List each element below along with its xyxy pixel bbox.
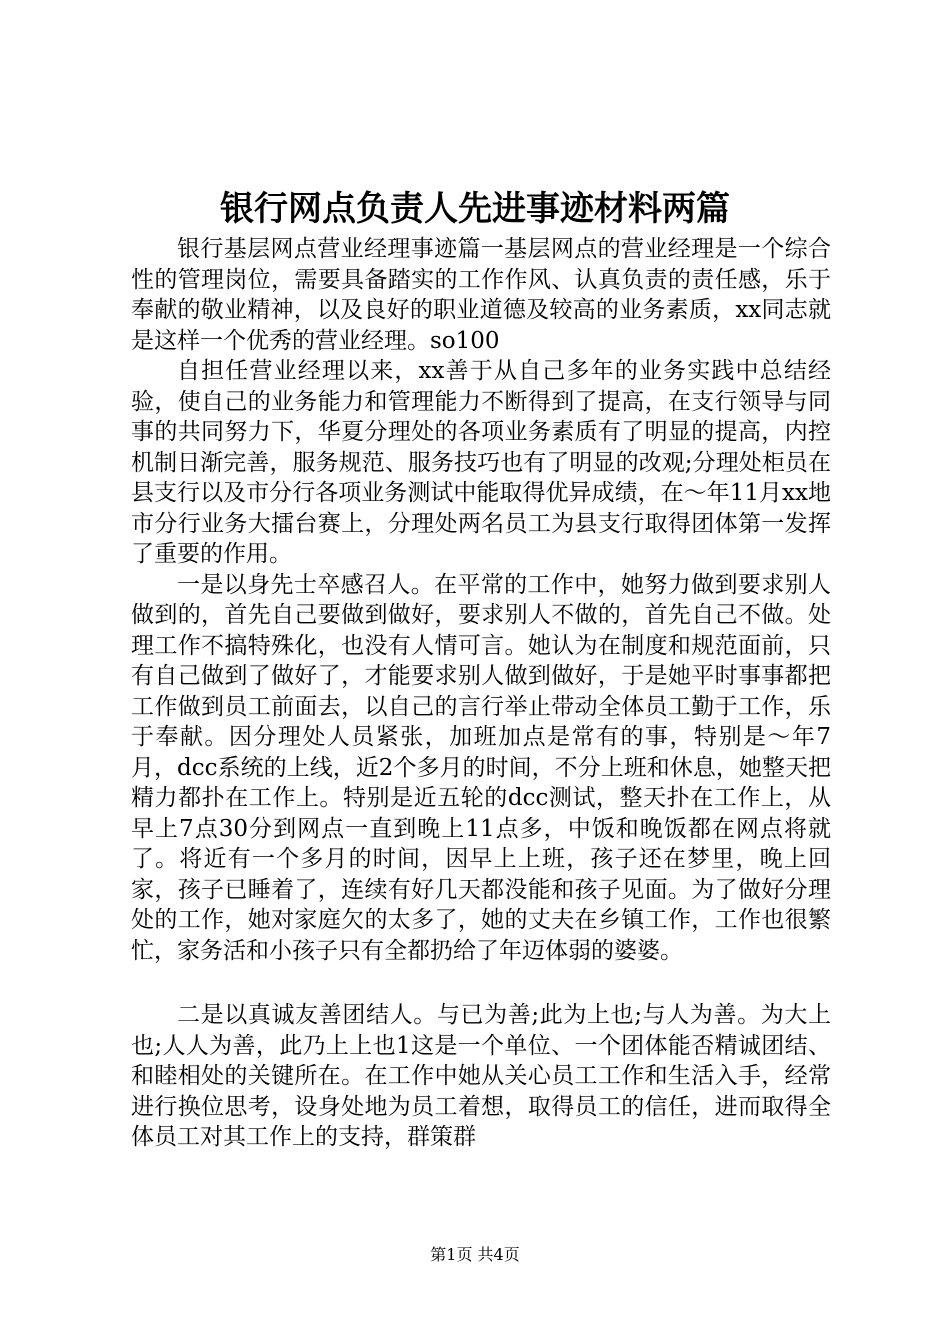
document-body [131,234,831,1153]
paragraph-lead-by-example: 一是以身先士卒感召人。在平常的工作中，她努力做到要求别人做到的，首先自己要做到做好，要求别人不做的，首先自己不做。处理工作不搞特殊化，也没有人情可言。她认为在制度和规范面前，只有自己做到了做好了，才能要求别人做到做好，于是她平时事事都把工作做到员工前面去，以自己的言行举止带动全体员工勤于工作，乐于奉献。因分理处人员紧张，加班加点是常有的事，特别是～年7月，dcc系统的上线，近2个多月的时间，不分上班和休息，她整天把精力都扑在工作上。特别是近五轮的dcc测试，整天扑在工作上，从早上7点30分到网点一直到晚上11点多，中饭和晚饭都在网点将就了。将近有一个多月的时间，因早上上班，孩子还在梦里，晚上回家，孩子已睡着了，连续有好几天都没能和孩子见面。为了做好分理处的工作，她对家庭欠的太多了，她的丈夫在乡镇工作，工作也很繁忙，家务活和小孩子只有全都扔给了年迈体弱的婆婆。 [131,571,831,964]
paragraph-experience: 自担任营业经理以来，xx善于从自己多年的业务实践中总结经验，使自己的业务能力和管理能力不断得到了提高，在支行领导与同事的共同努力下，华夏分理处的各项业务素质有了明显的提高，内控机制日渐完善，服务规范、服务技巧也有了明显的改观;分理处柜员在县支行以及市分行各项业务测试中能取得优异成绩，在～年11月xx地市分行业务大擂台赛上，分理处两名员工为县支行取得团体第一发挥了重要的作用。 [131,358,831,567]
page-footer: 第1页 共4页 [430,1245,520,1264]
document-title: 银行网点负责人先进事迹材料两篇 [220,189,730,229]
paragraph-intro: 银行基层网点营业经理事迹篇一基层网点的营业经理是一个综合性的管理岗位，需要具备踏实的工作作风、认真负责的责任感，乐于奉献的敬业精神，以及良好的职业道德及较高的业务素质，xx同志就是这样一个优秀的营业经理。so100 [131,236,831,354]
paragraph-unite-people: 二是以真诚友善团结人。与已为善;此为上也;与人为善。为大上也;人人为善，此乃上上也1这是一个单位、一个团体能否精诚团结、和睦相处的关键所在。在工作中她从关心员工工作和生活入手，经常进行换位思考，设身处地为员工着想，取得员工的信任，进而取得全体员工对其工作上的支持，群策群 [131,1002,831,1150]
